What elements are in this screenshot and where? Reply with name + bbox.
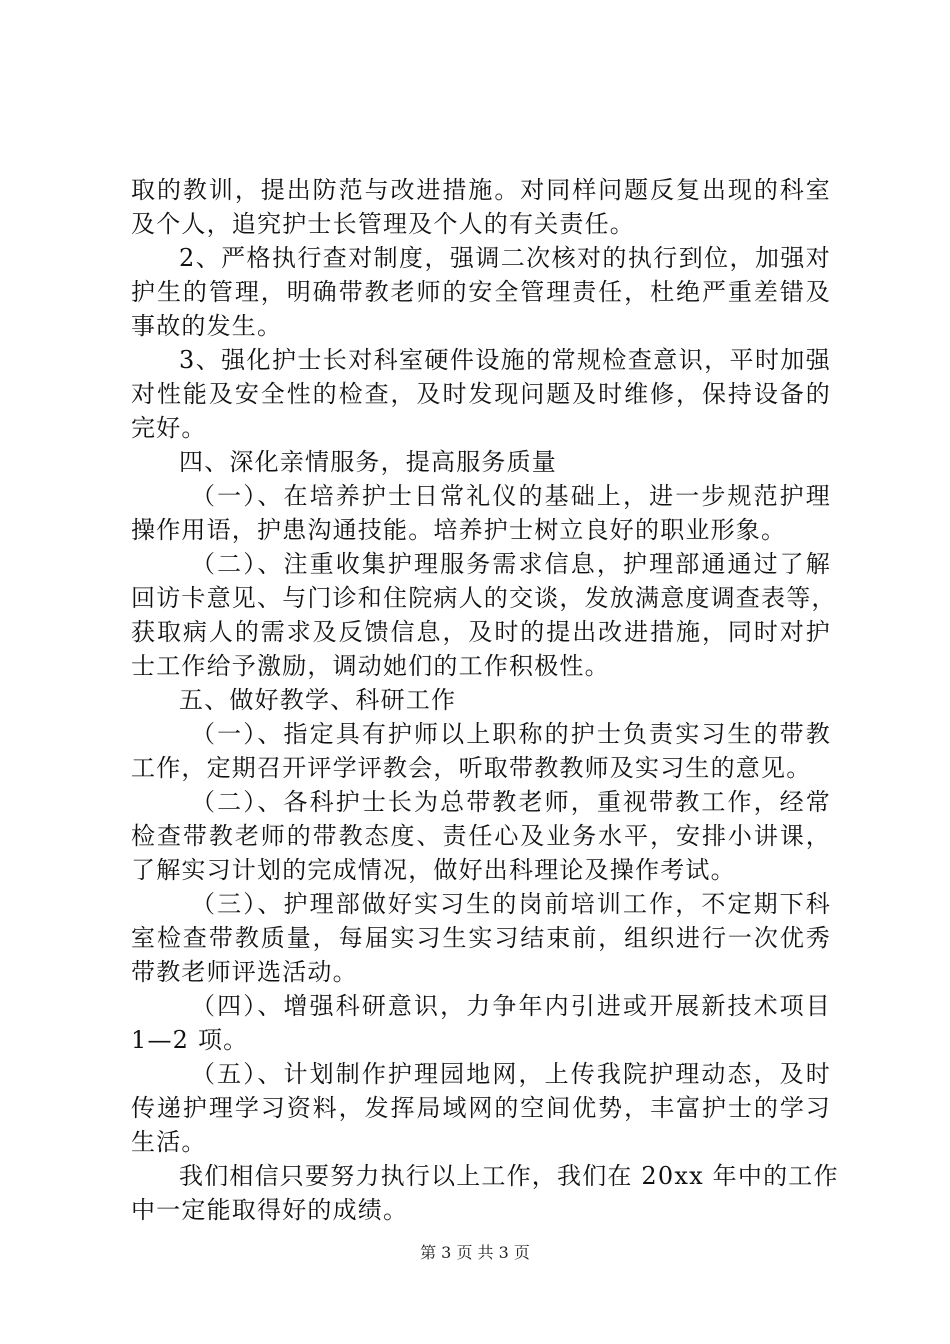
section-heading: 四、深化亲情服务，提高服务质量	[179, 448, 557, 476]
document-body	[131, 173, 839, 1227]
body-line: 护生的管理，明确带教老师的安全管理责任，杜绝严重差错及	[131, 278, 831, 306]
body-line: （五）、计划制作护理园地网，上传我院护理动态，及时	[191, 1060, 831, 1088]
body-line: 生活。	[131, 1128, 207, 1156]
body-line: 1—2 项。	[131, 1026, 249, 1054]
body-line: 了解实习计划的完成情况，做好出科理论及操作考试。	[131, 856, 736, 884]
page-number-footer: 第 3 页 共 3 页	[420, 1243, 530, 1262]
body-line: 检查带教老师的带教态度、责任心及业务水平，安排小讲课，	[131, 822, 831, 850]
body-line: 工作，定期召开评学评教会，听取带教教师及实习生的意见。	[131, 754, 812, 782]
body-line: 完好。	[131, 414, 207, 442]
body-line: 及个人，追究护士长管理及个人的有关责任。	[131, 210, 635, 238]
body-line: （四）、增强科研意识，力争年内引进或开展新技术项目	[191, 992, 831, 1020]
body-line: 我们相信只要努力执行以上工作，我们在 20xx 年中的工作	[179, 1162, 839, 1190]
body-line: 3、强化护士长对科室硬件设施的常规检查意识，平时加强	[179, 346, 831, 374]
body-line: 传递护理学习资料，发挥局域网的空间优势，丰富护士的学习	[131, 1094, 831, 1122]
body-line: 回访卡意见、与门诊和住院病人的交谈，发放满意度调查表等，	[131, 584, 837, 612]
body-line: 室检查带教质量，每届实习生实习结束前，组织进行一次优秀	[131, 924, 831, 952]
body-line: 2、严格执行查对制度，强调二次核对的执行到位，加强对	[179, 244, 831, 272]
section-heading: 五、做好教学、科研工作	[179, 686, 457, 714]
body-line: 取的教训，提出防范与改进措施。对同样问题反复出现的科室	[131, 176, 831, 204]
body-line: 事故的发生。	[131, 312, 283, 340]
body-line: 操作用语，护患沟通技能。培养护士树立良好的职业形象。	[131, 516, 787, 544]
body-line: 带教老师评选活动。	[131, 958, 358, 986]
body-line: 获取病人的需求及反馈信息，及时的提出改进措施，同时对护	[131, 618, 831, 646]
body-line: （三）、护理部做好实习生的岗前培训工作，不定期下科	[191, 890, 831, 918]
body-line: （一）、在培养护士日常礼仪的基础上，进一步规范护理	[191, 482, 831, 510]
body-line: （一）、指定具有护师以上职称的护士负责实习生的带教	[191, 720, 831, 748]
body-line: （二）、注重收集护理服务需求信息，护理部通通过了解	[191, 550, 831, 578]
body-line: （二）、各科护士长为总带教老师，重视带教工作，经常	[191, 788, 831, 816]
body-line: 士工作给予激励，调动她们的工作积极性。	[131, 652, 610, 680]
body-line: 中一定能取得好的成绩。	[131, 1196, 409, 1224]
body-line: 对性能及安全性的检查，及时发现问题及时维修，保持设备的	[131, 380, 831, 408]
